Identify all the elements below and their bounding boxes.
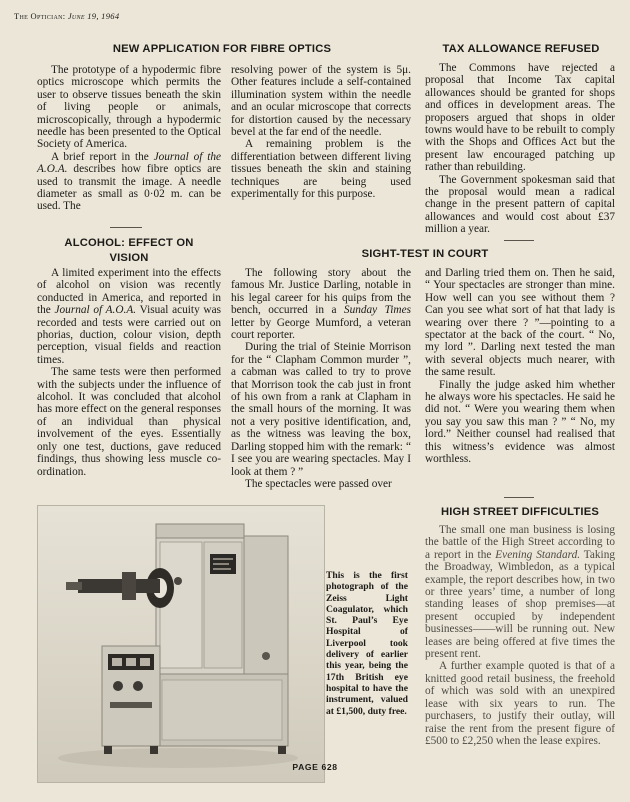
issue-date: June 19, 1964	[67, 11, 120, 21]
fibre-optics-column-2	[231, 64, 411, 200]
tax-paragraph: The Commons have rejected a proposal that Income Tax capital allowances should be granted for shops and offices in development areas. The proposers argued that shops in older towns would have to be rebuilt to comply with the Shops and Offices Act but the present law encouraged patching up rather than rebuilding.	[425, 62, 615, 174]
publication-name: The Optician:	[14, 11, 66, 21]
high-street-paragraph: The small one man business is losing the battle of the High Street according to a report in the Evening Standard. Taking the Broadway, Wimbledon, as a typical example, the report describes how, in two or three years’ time, a number of long standing leases of shop premises—at present occupied by independent businesses——will be running out. New leases are being offered at five times the present rent.	[425, 524, 615, 661]
newspaper-title: Evening Standard.	[495, 548, 581, 561]
sight-test-paragraph: The following story about the famous Mr. Justice Darling, notable in his legal career for his quips from the bench, occurred in a Sunday Times letter by George Mumford, a veteran court reporter.	[231, 267, 411, 342]
sight-test-column-1	[231, 267, 411, 490]
high-street-headline: HIGH STREET DIFFICULTIES	[440, 506, 600, 518]
photo-caption: This is the first photograph of the Zeiss Light Coagulator, which St. Paul’s Eye Hospital of Liverpool took delivery of earlier this year, being the 17th British eye hospital to have the instrument, valued at £1,500, duty free.	[326, 570, 408, 717]
alcohol-article	[37, 267, 221, 478]
section-rule	[110, 227, 142, 228]
high-street-article	[425, 524, 615, 747]
tax-headline: TAX ALLOWANCE REFUSED	[442, 43, 600, 55]
fibre-optics-paragraph: A remaining problem is the differentiation between different living tissues beneath the skin and staining techniques are being used experimentally for this purpose.	[231, 138, 411, 201]
newspaper-title: Sunday Times	[343, 304, 411, 317]
tax-paragraph: The Government spokesman said that the proposal would mean a radical change in the present pattern of capital allowances and would cost about £37 million a year.	[425, 173, 615, 236]
journal-title: Journal of the A.O.A.	[37, 150, 221, 176]
fibre-optics-column-1	[37, 64, 221, 213]
alcohol-headline: ALCOHOL: EFFECT ON VISION	[64, 237, 194, 264]
section-rule	[504, 240, 534, 241]
alcohol-paragraph: A limited experiment into the effects of alcohol on vision was recently conducted in America, and reported in the Journal of A.O.A. Visual acuity was recorded and tests were carried out on phorias, duction, colour vision, depth perception, visual fields and reaction times.	[37, 267, 221, 366]
fibre-optics-headline: NEW APPLICATION FOR FIBRE OPTICS	[112, 43, 332, 55]
sight-test-column-2	[425, 267, 615, 466]
sight-test-paragraph: Finally the judge asked him whether he always wore his spectacles. He said he did not. “ Were you wearing them when you say you saw this man ? ” “ No, my lord.” Neither counsel had realised that this witness’s evidence was almost worthless.	[425, 378, 615, 466]
high-street-paragraph: A further example quoted is that of a knitted good retail business, the freehold of which was sold with an unexpired lease with six years to run. The purchasers, to justify their outlay, will raise the rent from the present figure of £500 to £2,250 when the lease expires.	[425, 660, 615, 747]
sight-test-paragraph: During the trial of Steinie Morrison for the “ Clapham Common murder ”, a cabman was called to try to prove that Morrison took the cab just in front of his own from a rank at Clapham in the small hours of the morning. It was not a very positive identification, and, as the witness was leaving the box, Darling stopped him with the remark: “ I see you are wearing spectacles. May I look at them ? ”	[231, 341, 411, 478]
fibre-optics-paragraph: The prototype of a hypodermic fibre optics microscope which permits the user to observe tissues beneath the skin of living people or animals, microscopically, through a hypodermic needle has been presented to the Optical Society of America.	[37, 64, 221, 151]
light-coagulator-illustration	[38, 506, 324, 782]
fibre-optics-paragraph: A brief report in the Journal of the A.O.A. describes how fibre optics are used to transmit the image. A needle diameter as small as 0·02 m. can be used. The	[37, 150, 221, 213]
journal-title: Journal of A.O.A.	[54, 304, 137, 317]
section-rule	[504, 497, 534, 498]
fibre-optics-paragraph: resolving power of the system is 5μ. Other features include a self-contained illumination system within the needle and an ocular microscope that corrects for distortion caused by the necessary bevel at the far end of the needle.	[231, 64, 411, 139]
alcohol-paragraph: The same tests were then performed with the subjects under the influence of alcohol. It was concluded that alcohol has more effect on the general responses of an individual than physical involvement of the eyes. Essentially only one test, ductions, gave reduced findings, thus showing less muscle co-ordination.	[37, 366, 221, 478]
sight-test-paragraph: The spectacles were passed over	[245, 477, 392, 490]
page-number: PAGE 628	[292, 762, 338, 772]
tax-article	[425, 62, 615, 236]
sight-test-headline: SIGHT-TEST IN COURT	[361, 248, 489, 260]
coagulator-photograph	[37, 505, 325, 783]
sight-test-paragraph: and Darling tried them on. Then he said, “ Your spectacles are stronger than mine. How well can you see without them ? Can you see what sort of hat that lady is wearing over there ? ”—pointing to a spectator at the back of the court. “ No, my lord ”. Darling next tested the man with several objects much nearer, with the same result.	[425, 267, 615, 379]
running-head	[14, 11, 119, 21]
